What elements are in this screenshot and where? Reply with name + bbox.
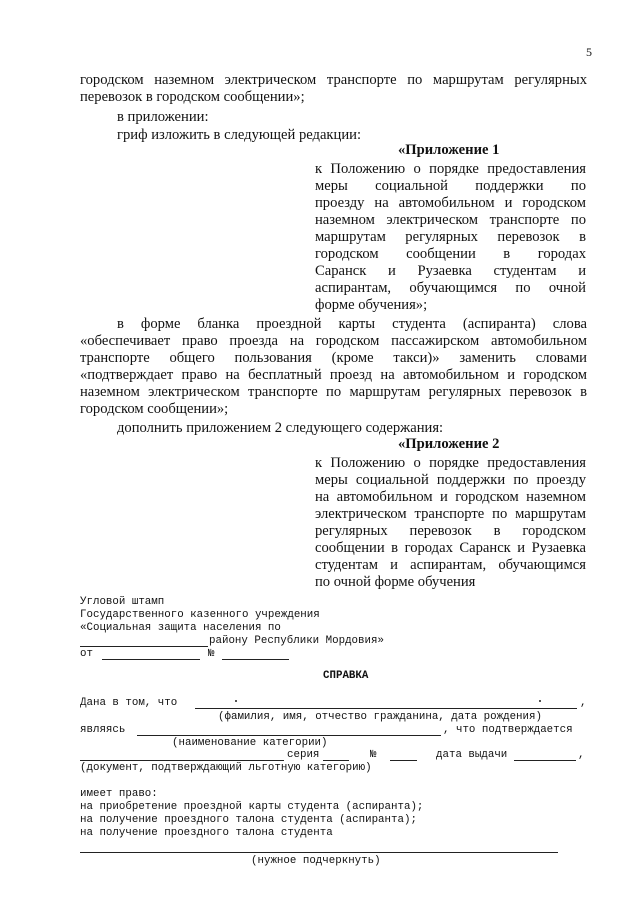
appendix-line: наземном электрическом транспорте по <box>315 212 586 228</box>
right-option: на получение проездного талона студента (аспиранта); <box>80 814 417 826</box>
category-hint: (наименование категории) <box>172 737 328 749</box>
doc-number-label: № <box>370 749 377 761</box>
body-line: «обеспечивает право проезда на городском пассажирском автомобильном <box>80 333 587 349</box>
appendix-line: меры социальной поддержки по проезду <box>315 472 586 488</box>
body-line: перевозок в городском сообщении»; <box>80 89 305 105</box>
appendix-line: городском сообщении в городах <box>315 246 586 262</box>
body-line: городском сообщении»; <box>80 401 229 417</box>
series-label: серия <box>287 749 320 761</box>
date-blank-line <box>102 659 200 660</box>
appendix-line: электрическом транспорте по маршрутам <box>315 506 586 522</box>
body-line: в форме бланка проездной карты студента (аспиранта) слова <box>117 316 587 332</box>
issue-date-label: дата выдачи <box>436 749 508 761</box>
issue-date-blank-line <box>514 760 576 761</box>
appendix-line: проезду на автомобильном и городском <box>315 195 586 211</box>
body-line: транспорте общего пользования (кроме такси)» заменить словами <box>80 350 587 366</box>
comma: , <box>578 749 585 761</box>
appendix-line: на автомобильном и городском наземном <box>315 489 586 505</box>
doc-hint: (документ, подтверждающий льготную категорию) <box>80 762 372 774</box>
being-label: являясь <box>80 724 126 736</box>
stamp-line: району Республики Мордовия» <box>209 635 384 647</box>
appendix-line: сообщении в городах Саранск и Рузаевка <box>315 540 586 556</box>
doc-number-blank-line <box>390 760 417 761</box>
right-option: на приобретение проездной карты студента (аспиранта); <box>80 801 424 813</box>
underline-hint: (нужное подчеркнуть) <box>251 855 381 867</box>
appendix-line: аспирантам, обучающимся по очной <box>315 280 586 296</box>
district-blank-line <box>80 646 208 647</box>
appendix-line: форме обучения»; <box>315 297 428 313</box>
category-blank-line <box>137 735 441 736</box>
given-blank-line <box>195 708 577 709</box>
rights-label: имеет право: <box>80 788 158 800</box>
series-blank-line <box>323 760 349 761</box>
appendix-2-title: «Приложение 2 <box>398 436 500 452</box>
underline-blank-line <box>80 852 558 853</box>
appendix-line: регулярных перевозок в городском <box>315 523 586 539</box>
confirmed-label: , что подтверждается <box>443 724 573 736</box>
page-number: 5 <box>586 45 592 59</box>
scan-dot <box>539 700 541 702</box>
number-label: № <box>208 648 215 660</box>
scan-dot <box>235 700 237 702</box>
body-line: наземном электрическом транспорте по маршрутам регулярных перевозок в <box>80 384 587 400</box>
appendix-line: Саранск и Рузаевка студентам и <box>315 263 586 279</box>
appendix-line: по очной форме обучения <box>315 574 476 590</box>
body-line: дополнить приложением 2 следующего содержания: <box>117 420 444 436</box>
appendix-line: маршрутам регулярных перевозок в <box>315 229 586 245</box>
document-title: СПРАВКА <box>323 670 369 682</box>
body-line: в приложении: <box>117 109 209 125</box>
date-label: от <box>80 648 93 660</box>
appendix-line: к Положению о порядке предоставления <box>315 455 586 471</box>
body-line: городском наземном электрическом транспорте по маршрутам регулярных <box>80 72 587 88</box>
comma: , <box>580 697 587 709</box>
appendix-line: к Положению о порядке предоставления <box>315 161 586 177</box>
given-label: Дана в том, что <box>80 697 178 709</box>
appendix-line: меры социальной поддержки по <box>315 178 586 194</box>
number-blank-line <box>222 659 289 660</box>
stamp-line: Государственного казенного учреждения <box>80 609 320 621</box>
appendix-1-title: «Приложение 1 <box>398 142 500 158</box>
document-blank-line <box>80 760 284 761</box>
body-line: «подтверждает право на бесплатный проезд на автомобильном и городском <box>80 367 587 383</box>
stamp-line: Угловой штамп <box>80 596 165 608</box>
appendix-line: студентам и аспирантам, обучающимся <box>315 557 586 573</box>
stamp-line: «Социальная защита населения по <box>80 622 281 634</box>
right-option: на получение проездного талона студента <box>80 827 333 839</box>
body-line: гриф изложить в следующей редакции: <box>117 127 362 143</box>
given-hint: (фамилия, имя, отчество гражданина, дата рождения) <box>218 711 542 723</box>
